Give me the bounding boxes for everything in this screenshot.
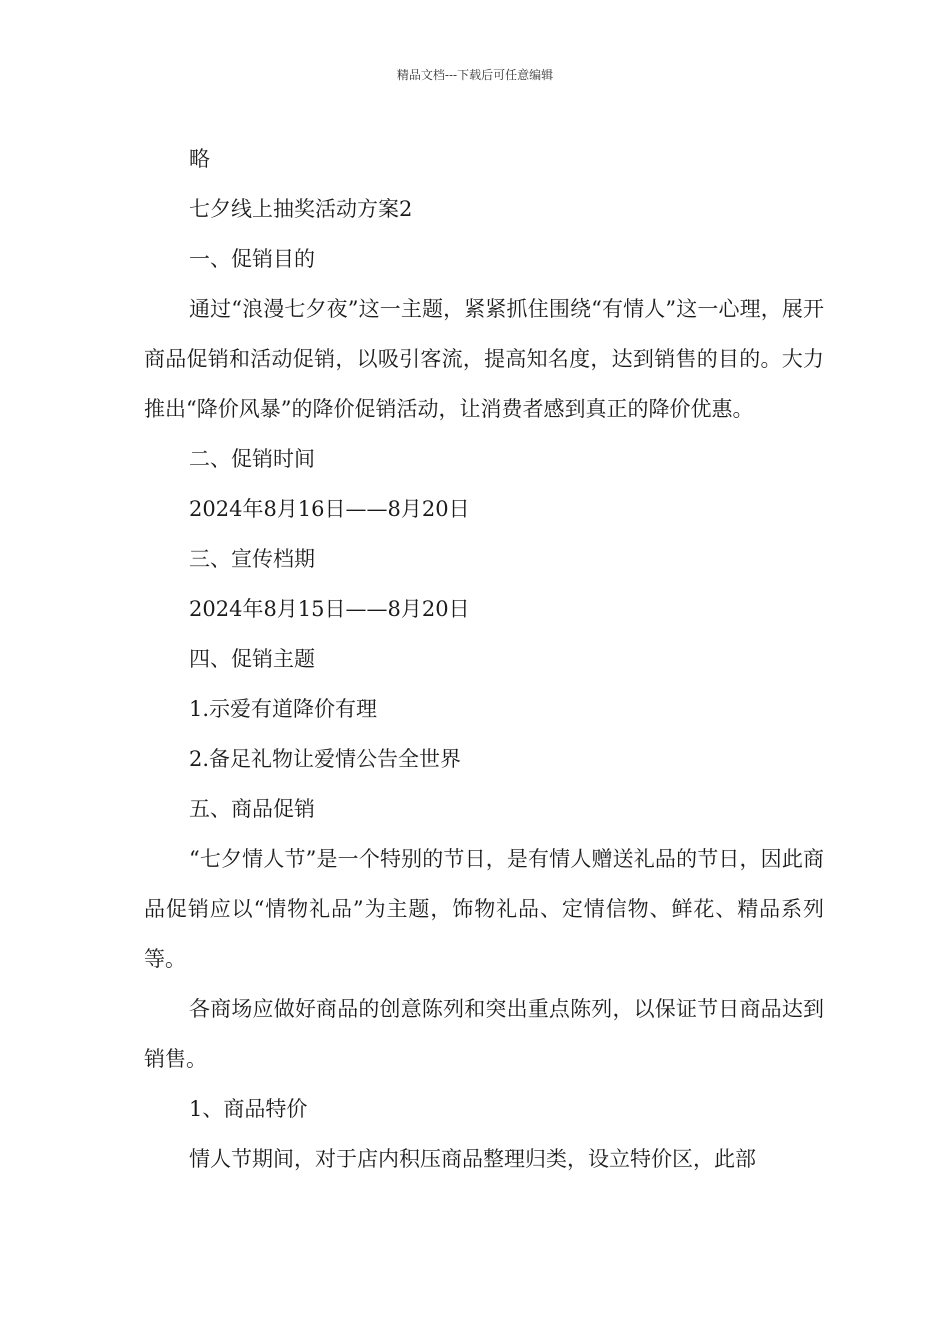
text-line: 略: [189, 147, 210, 171]
paragraph: 各商场应做好商品的创意陈列和突出重点陈列，以保证节日商品达到销售。: [144, 997, 824, 1071]
date-range: 2024年8月15日——8月20日: [189, 597, 470, 621]
section-title: 七夕线上抽奖活动方案2: [189, 197, 413, 221]
subsection-heading: 1、商品特价: [189, 1097, 308, 1121]
list-item: 1.示爱有道降价有理: [189, 697, 378, 721]
section-heading: 一、促销目的: [189, 247, 315, 271]
page-header: 精品文档---下载后可任意编辑: [396, 68, 554, 82]
list-item: 2.备足礼物让爱情公告全世界: [189, 747, 462, 771]
date-range: 2024年8月16日——8月20日: [189, 497, 470, 521]
section-heading: 四、促销主题: [189, 647, 315, 671]
section-heading: 二、促销时间: [189, 447, 315, 471]
paragraph: 情人节期间，对于店内积压商品整理归类，设立特价区，此部: [189, 1147, 756, 1171]
section-heading: 五、商品促销: [189, 797, 315, 821]
document-body: [144, 134, 824, 1184]
section-heading: 三、宣传档期: [189, 547, 315, 571]
paragraph: 通过“浪漫七夕夜”这一主题，紧紧抓住围绕“有情人”这一心理，展开商品促销和活动促销，以吸引客流，提高知名度，达到销售的目的。大力推出“降价风暴”的降价促销活动，让消费者感到真正的降价优惠。: [144, 297, 824, 421]
paragraph: “七夕情人节”是一个特别的节日，是有情人赠送礼品的节日，因此商品促销应以“情物礼品”为主题，饰物礼品、定情信物、鲜花、精品系列等。: [144, 847, 824, 971]
